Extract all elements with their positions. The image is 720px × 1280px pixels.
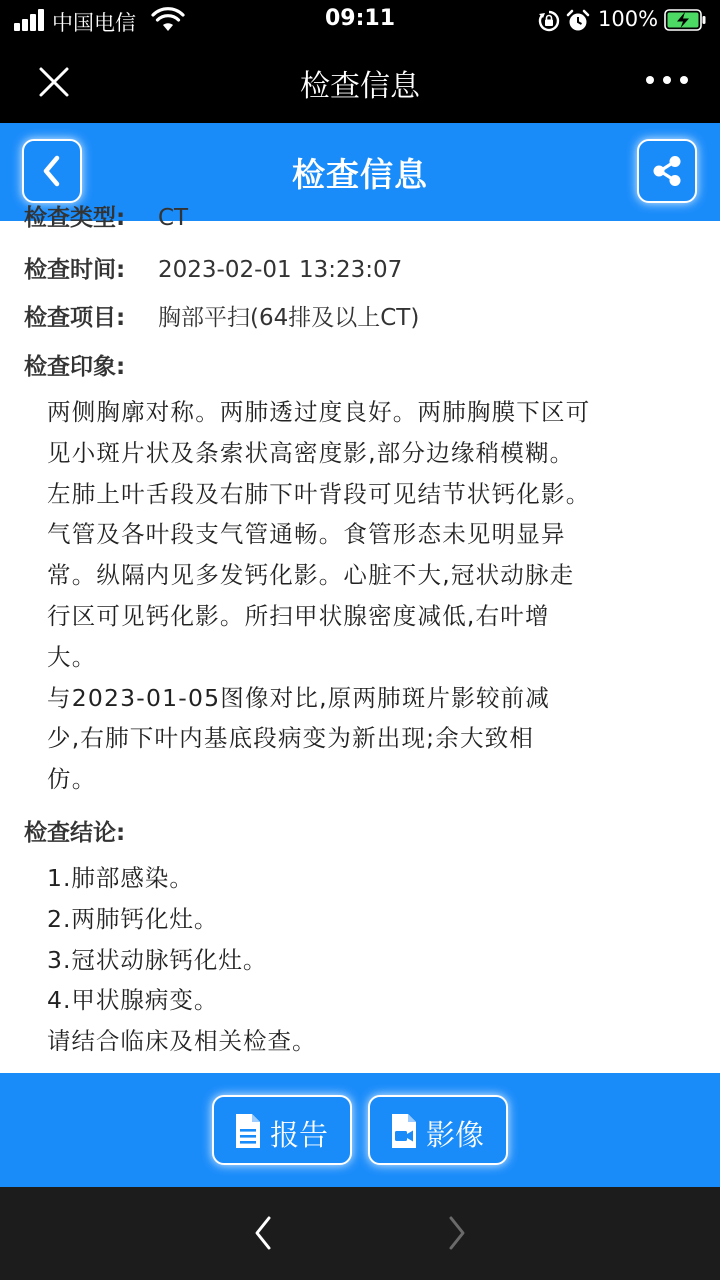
impression-line: 仿。	[47, 765, 97, 794]
conclusion-item: 4.甲状腺病变。	[47, 986, 219, 1015]
exam-item-label: 检查项目:	[24, 305, 126, 331]
battery-charging-icon	[664, 9, 706, 31]
image-button[interactable]	[368, 1095, 508, 1165]
report-button[interactable]	[212, 1095, 352, 1165]
conclusion-label: 检查结论:	[24, 820, 126, 846]
share-icon	[650, 154, 684, 188]
impression-label: 检查印象:	[24, 354, 126, 380]
browser-nav-bar	[0, 1187, 720, 1280]
orientation-lock-icon	[538, 10, 560, 32]
alarm-icon	[566, 9, 590, 33]
browser-title: 检查信息	[300, 69, 420, 104]
page-title: 检查信息	[292, 155, 428, 194]
impression-line: 行区可见钙化影。所扫甲状腺密度减低,右叶增	[47, 601, 550, 630]
exam-time-row	[24, 251, 402, 284]
impression-line: 两侧胸廓对称。两肺透过度良好。两肺胸膜下区可	[47, 398, 591, 426]
more-icon[interactable]	[644, 76, 690, 88]
image-button-label: 影像	[426, 1118, 485, 1152]
conclusion-item: 请结合临床及相关检查。	[47, 1027, 317, 1056]
report-button-label: 报告	[270, 1118, 329, 1152]
conclusion-item: 2.两肺钙化灶。	[47, 904, 219, 933]
share-button[interactable]	[637, 139, 697, 203]
impression-line: 见小斑片状及条索状高密度影,部分边缘稍模糊。	[47, 438, 575, 467]
exam-item-row	[24, 299, 419, 332]
impression-line: 常。纵隔内见多发钙化影。心脏不大,冠状动脉走	[47, 561, 575, 590]
impression-text	[47, 392, 687, 800]
impression-line: 大。	[47, 642, 97, 671]
exam-type-row	[24, 199, 188, 232]
impression-line: 与2023-01-05图像对比,原两肺斑片影较前减	[47, 683, 551, 712]
browser-title-bar	[0, 40, 720, 123]
battery-percentage: 100%	[598, 7, 659, 31]
exam-type-value: CT	[158, 205, 189, 231]
exam-item-value: 胸部平扫(64排及以上CT)	[158, 305, 420, 331]
impression-line: 左肺上叶舌段及右肺下叶背段可见结节状钙化影。	[47, 479, 591, 508]
action-bar	[0, 1073, 720, 1187]
exam-details[interactable]	[0, 205, 720, 1073]
nav-back-icon[interactable]	[248, 1213, 278, 1253]
nav-forward-icon[interactable]	[442, 1213, 472, 1253]
impression-line: 气管及各叶段支气管通畅。食管形态未见明显异	[47, 520, 566, 549]
status-time: 09:11	[324, 6, 396, 31]
impression-line: 少,右肺下叶内基底段病变为新出现;余大致相	[47, 724, 535, 753]
document-icon	[234, 1112, 262, 1150]
status-bar	[0, 0, 720, 40]
carrier-name: 中国电信	[52, 11, 136, 35]
exam-time-value: 2023-02-01 13:23:07	[158, 257, 403, 283]
exam-time-label: 检查时间:	[24, 257, 126, 283]
conclusion-item: 3.冠状动脉钙化灶。	[47, 945, 268, 974]
exam-type-label: 检查类型:	[24, 205, 126, 231]
image-file-icon	[390, 1112, 418, 1150]
conclusion-list	[47, 858, 687, 1062]
conclusion-item: 1.肺部感染。	[47, 864, 194, 892]
